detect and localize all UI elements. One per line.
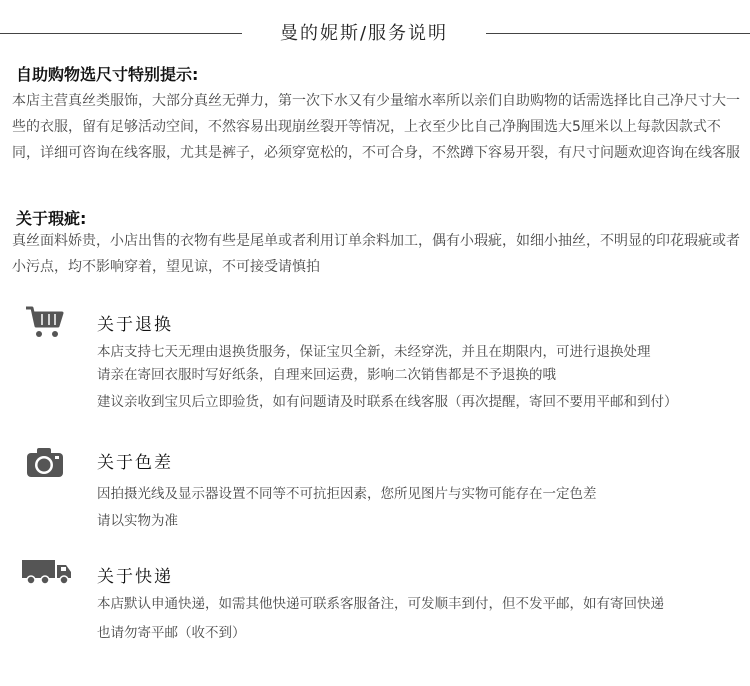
cart-icon	[24, 306, 64, 344]
color-diff-line: 因拍摄光线及显示器设置不同等不可抗拒因素，您所见图片与实物可能存在一定色差	[97, 486, 597, 502]
flaws-heading: 关于瑕疵:	[16, 209, 87, 228]
flaws-body: 真丝面料娇贵，小店出售的衣物有些是尾单或者利用订单余料加工，偶有小瑕疵，如细小抽丝，不明显的印花瑕疵或者小污点，均不影响穿着，望见谅，不可接受请慎拍	[12, 233, 740, 275]
shipping-line: 也请勿寄平邮（收不到）	[97, 625, 246, 641]
color-diff-title: 关于色差	[97, 453, 173, 473]
shipping-line: 本店默认申通快递，如需其他快递可联系客服备注，可发顺丰到付，但不发平邮，如有寄回快递	[97, 596, 664, 612]
returns-title: 关于退换	[97, 315, 173, 335]
shipping-title: 关于快递	[97, 567, 173, 587]
page-title: 曼的妮斯/服务说明	[279, 23, 449, 44]
truck-icon	[21, 558, 73, 590]
camera-icon	[26, 446, 64, 482]
sizing-heading: 自助购物选尺寸特别提示:	[16, 65, 199, 84]
header-divider-right	[486, 33, 750, 34]
returns-line: 请亲在寄回衣服时写好纸条，自理来回运费，影响二次销售都是不予退换的哦	[97, 367, 556, 383]
returns-line: 建议亲收到宝贝后立即验货，如有问题请及时联系在线客服（再次提醒，寄回不要用平邮和到付）	[97, 394, 678, 410]
returns-line: 本店支持七天无理由退换货服务，保证宝贝全新，未经穿洗，并且在期限内，可进行退换处理	[97, 344, 651, 360]
page-header	[0, 22, 750, 46]
color-diff-line: 请以实物为准	[97, 513, 178, 529]
header-divider-left	[0, 33, 242, 34]
sizing-body: 本店主营真丝类服饰，大部分真丝无弹力，第一次下水又有少量缩水率所以亲们自助购物的话需选择比自己净尺寸大一些的衣服，留有足够活动空间，不然容易出现崩丝裂开等情况，上衣至少比自己净胸围选大5厘米以上每款因款式不同，详细可咨询在线客服，尤其是裤子，必须穿宽松的，不可合身，不然蹲下容易开裂，有尺寸问题欢迎咨询在线客服	[12, 93, 740, 161]
